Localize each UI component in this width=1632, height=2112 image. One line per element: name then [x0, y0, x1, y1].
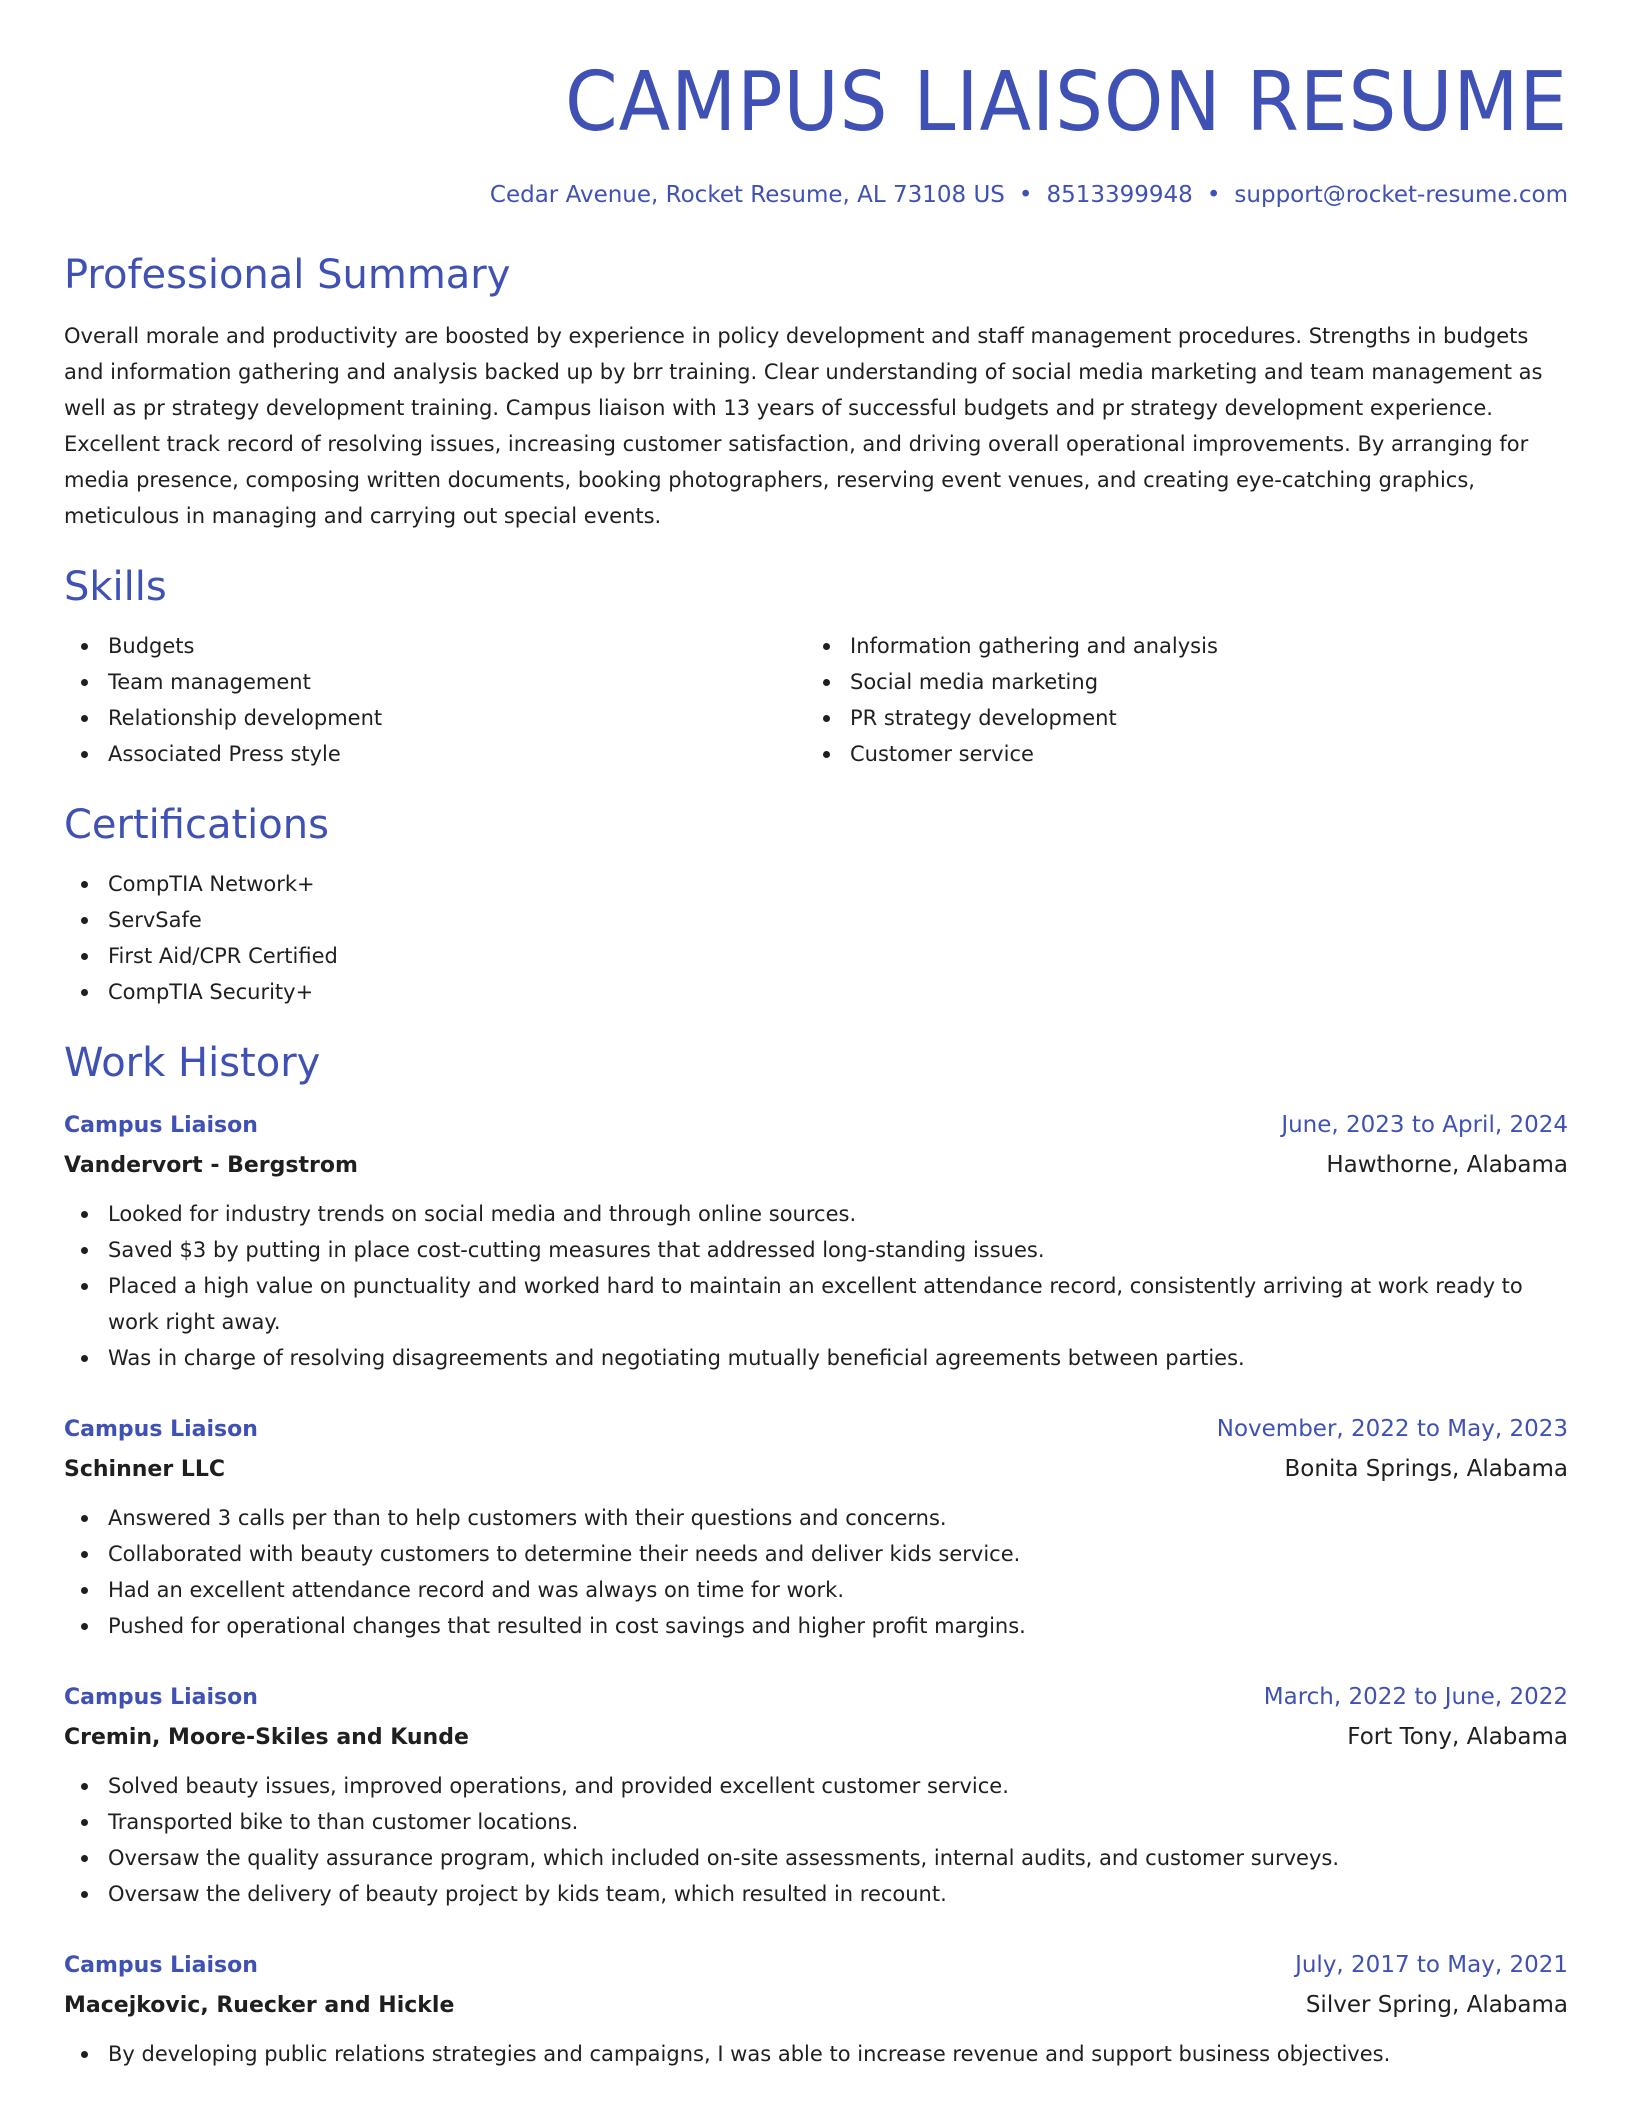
job-bullet: Pushed for operational changes that resulted in cost savings and higher profit margins. — [64, 1608, 1568, 1644]
job-bullet: Answered 3 calls per than to help customers with their questions and concerns. — [64, 1500, 1568, 1536]
job-bullet: Oversaw the quality assurance program, which included on-site assessments, internal audits, and customer surveys. — [64, 1840, 1568, 1876]
certifications-list — [64, 866, 1568, 1010]
certification-item: CompTIA Network+ — [64, 866, 1568, 902]
section-title-skills: Skills — [64, 564, 167, 610]
job-dates: November, 2022 to May, 2023 — [1216, 1416, 1568, 1442]
section-title-certifications: Certifications — [64, 802, 329, 848]
job-header-row — [64, 1678, 1568, 1717]
job-bullets — [64, 1500, 1568, 1644]
resume-name: CAMPUS LIAISON RESUME — [564, 55, 1568, 150]
job-entry — [64, 1946, 1568, 2072]
job-company-row — [64, 1985, 1568, 2026]
summary-text: Overall morale and productivity are boosted by experience in policy development and staff management procedures. Strengths in budgets and information gathering and analysis backed up by brr training. Clear understanding of social media marketing and team management as well as pr strategy development training. Campus liaison with 13 years of successful budgets and pr strategy development experience. Excellent track record of resolving issues, increasing customer satisfaction, and driving overall operational improvements. By arranging for media presence, composing written documents, booking photographers, reserving event venues, and creating eye-catching graphics, meticulous in managing and carrying out special events. — [64, 324, 1543, 528]
skill-item: Customer service — [806, 736, 1548, 772]
skills-section — [64, 562, 1568, 772]
job-location: Fort Tony, Alabama — [1347, 1724, 1568, 1750]
job-dates: March, 2022 to June, 2022 — [1263, 1684, 1568, 1710]
job-bullet: Saved $3 by putting in place cost-cutting measures that addressed long-standing issues. — [64, 1232, 1568, 1268]
job-header-row — [64, 1106, 1568, 1145]
certification-item: First Aid/CPR Certified — [64, 938, 1568, 974]
skill-item: Social media marketing — [806, 664, 1548, 700]
job-dates: July, 2017 to May, 2021 — [1295, 1952, 1568, 1978]
resume-header — [64, 48, 1568, 212]
skill-item: Information gathering and analysis — [806, 628, 1548, 664]
section-title-summary: Professional Summary — [64, 252, 511, 298]
contact-phone[interactable]: 8513399948 — [1046, 182, 1193, 208]
skills-column-right — [806, 628, 1548, 772]
section-title-work-history: Work History — [64, 1040, 321, 1086]
job-bullet: Looked for industry trends on social media and through online sources. — [64, 1196, 1568, 1232]
contact-separator: • — [1206, 182, 1221, 208]
professional-summary-section — [64, 250, 1568, 534]
skills-grid — [64, 628, 1568, 772]
skills-list-left — [64, 628, 806, 772]
skill-item: Relationship development — [64, 700, 806, 736]
certification-item: CompTIA Security+ — [64, 974, 1568, 1010]
job-bullet: Transported bike to than customer locations. — [64, 1804, 1568, 1840]
job-company: Vandervort - Bergstrom — [64, 1153, 358, 1178]
job-company: Macejkovic, Ruecker and Hickle — [64, 1993, 455, 2018]
contact-separator: • — [1018, 182, 1033, 208]
job-dates: June, 2023 to April, 2024 — [1281, 1112, 1568, 1138]
job-bullet: Oversaw the delivery of beauty project by kids team, which resulted in recount. — [64, 1876, 1568, 1912]
skill-item: PR strategy development — [806, 700, 1548, 736]
job-entry — [64, 1106, 1568, 1376]
job-entry — [64, 1678, 1568, 1912]
job-header-row — [64, 1410, 1568, 1449]
contact-email[interactable]: support@rocket-resume.com — [1234, 182, 1568, 208]
work-history-section — [64, 1038, 1568, 2072]
certifications-section — [64, 800, 1568, 1010]
job-location: Bonita Springs, Alabama — [1284, 1456, 1568, 1482]
job-title: Campus Liaison — [64, 1685, 258, 1710]
job-location: Silver Spring, Alabama — [1305, 1992, 1568, 2018]
job-bullet: By developing public relations strategies and campaigns, I was able to increase revenue and support business objectives. — [64, 2036, 1568, 2072]
job-bullet: Collaborated with beauty customers to determine their needs and deliver kids service. — [64, 1536, 1568, 1572]
job-bullet: Was in charge of resolving disagreements and negotiating mutually beneficial agreements between parties. — [64, 1340, 1568, 1376]
job-company: Schinner LLC — [64, 1457, 226, 1482]
job-company-row — [64, 1717, 1568, 1758]
certification-item: ServSafe — [64, 902, 1568, 938]
job-bullet: Had an excellent attendance record and was always on time for work. — [64, 1572, 1568, 1608]
job-bullet: Solved beauty issues, improved operations, and provided excellent customer service. — [64, 1768, 1568, 1804]
job-title: Campus Liaison — [64, 1417, 258, 1442]
skill-item: Associated Press style — [64, 736, 806, 772]
job-company: Cremin, Moore-Skiles and Kunde — [64, 1725, 469, 1750]
skill-item: Budgets — [64, 628, 806, 664]
contact-address: Cedar Avenue, Rocket Resume, AL 73108 US — [489, 182, 1005, 208]
job-bullets — [64, 2036, 1568, 2072]
job-bullets — [64, 1768, 1568, 1912]
contact-line — [64, 178, 1568, 212]
job-company-row — [64, 1145, 1568, 1186]
job-entry — [64, 1410, 1568, 1644]
job-title: Campus Liaison — [64, 1113, 258, 1138]
job-bullet: Placed a high value on punctuality and worked hard to maintain an excellent attendance record, consistently arriving at work ready to work right away. — [64, 1268, 1568, 1340]
skills-column-left — [64, 628, 806, 772]
job-header-row — [64, 1946, 1568, 1985]
job-bullets — [64, 1196, 1568, 1376]
job-company-row — [64, 1449, 1568, 1490]
job-title: Campus Liaison — [64, 1953, 258, 1978]
job-location: Hawthorne, Alabama — [1326, 1152, 1568, 1178]
skills-list-right — [806, 628, 1548, 772]
skill-item: Team management — [64, 664, 806, 700]
